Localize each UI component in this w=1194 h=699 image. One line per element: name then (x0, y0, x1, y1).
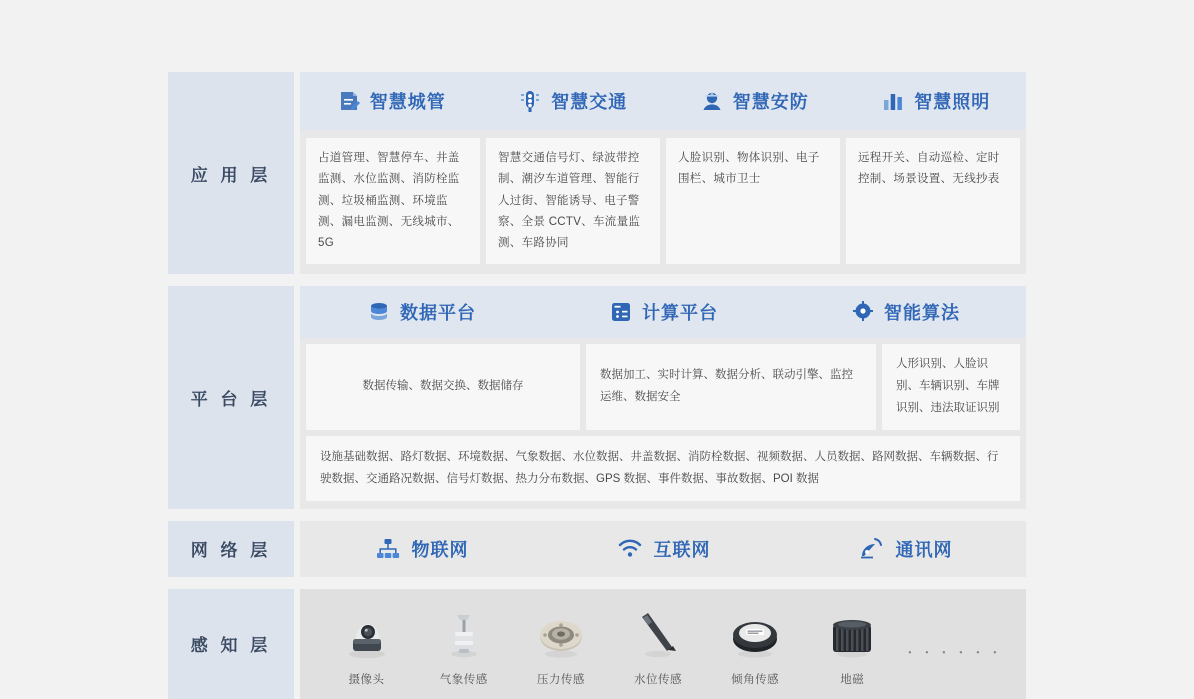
sensor-label: 压力传感 (536, 673, 585, 686)
layer-application (168, 72, 1026, 274)
app-head-traffic[interactable] (482, 88, 664, 114)
sensor-water-level[interactable] (612, 603, 704, 687)
app-head-label: 智慧安防 (732, 92, 809, 112)
layer-title-sensing: 感 知 层 (168, 589, 294, 699)
traffic-light-icon (517, 88, 543, 114)
platform-cards-row (300, 338, 1026, 430)
sensor-label: 气象传感 (439, 673, 488, 686)
plat-head-label: 计算平台 (642, 303, 718, 324)
sensor-pressure[interactable] (515, 603, 607, 687)
net-cell-label: 通讯网 (895, 539, 953, 560)
sensor-label: 摄像头 (348, 673, 385, 686)
geomagnetic-sensor-icon (819, 603, 885, 661)
plat-head-ai-algorithm[interactable] (784, 299, 1026, 325)
sensor-label: 地磁 (840, 673, 865, 686)
clipboard-icon (336, 88, 362, 114)
layer-title-platform: 平 台 层 (168, 286, 294, 508)
net-cell-iot[interactable] (300, 535, 542, 563)
wifi-icon (616, 535, 644, 563)
layer-body-application (300, 72, 1026, 274)
satellite-dish-icon (858, 535, 886, 563)
plat-card-compute: 数据加工、实时计算、数据分析、联动引擎、监控运维、数据安全 (586, 344, 876, 430)
iot-network-icon (374, 535, 402, 563)
app-card-city-management: 占道管理、智慧停车、井盖监测、水位监测、消防栓监测、垃圾桶监测、环境监测、漏电监测、无线城市、5G (306, 138, 480, 264)
net-cell-internet[interactable] (542, 535, 784, 563)
layer-network (168, 521, 1026, 577)
application-cards-row (300, 130, 1026, 274)
layer-body-sensing (300, 589, 1026, 699)
plat-head-label: 数据平台 (400, 303, 476, 324)
weather-sensor-icon (431, 603, 497, 661)
app-head-lighting[interactable] (845, 88, 1027, 114)
app-card-lighting: 远程开关、自动巡检、定时控制、场景设置、无线抄表 (846, 138, 1020, 264)
sensor-label: 倾角传感 (731, 673, 780, 686)
sensor-tilt[interactable] (709, 603, 801, 687)
pressure-sensor-icon (528, 603, 594, 661)
net-cell-communication[interactable] (784, 535, 1026, 563)
ptz-camera-icon (334, 603, 400, 661)
layer-title-network: 网 络 层 (168, 521, 294, 577)
sensor-geomagnetic[interactable] (806, 603, 898, 687)
app-head-security[interactable] (663, 88, 845, 114)
application-head-row (300, 72, 1026, 130)
sensor-camera[interactable] (321, 603, 413, 687)
plat-head-label: 智能算法 (884, 303, 960, 324)
sensor-more-dots: ・・・・・・ (903, 644, 1006, 660)
network-head-row (300, 521, 1026, 577)
app-head-label: 智慧交通 (551, 92, 628, 112)
layer-platform (168, 286, 1026, 508)
lighting-chart-icon (880, 88, 906, 114)
app-head-city-management[interactable] (300, 88, 482, 114)
plat-card-data: 数据传输、数据交换、数据储存 (306, 344, 580, 430)
sensor-weather[interactable] (418, 603, 510, 687)
layer-sensing (168, 589, 1026, 699)
layer-title-application: 应 用 层 (168, 72, 294, 274)
database-icon (366, 299, 392, 325)
tilt-sensor-icon (722, 603, 788, 661)
calculator-icon (608, 299, 634, 325)
plat-head-compute-platform[interactable] (542, 299, 784, 325)
water-level-probe-icon (625, 603, 691, 661)
net-cell-label: 物联网 (411, 539, 469, 560)
police-badge-icon (699, 88, 725, 114)
plat-head-data-platform[interactable] (300, 299, 542, 325)
app-card-security: 人脸识别、物体识别、电子围栏、城市卫士 (666, 138, 840, 264)
app-head-label: 智慧照明 (914, 92, 991, 112)
platform-head-row (300, 286, 1026, 338)
app-card-traffic: 智慧交通信号灯、绿波带控制、潮汐车道管理、智能行人过街、智能诱导、电子警察、全景 CCTV、车流量监测、车路协同 (486, 138, 660, 264)
sensor-row (300, 589, 1026, 699)
layer-body-network (300, 521, 1026, 577)
net-cell-label: 互联网 (653, 539, 711, 560)
app-head-label: 智慧城管 (369, 92, 446, 112)
smart-city-architecture (168, 72, 1026, 699)
layer-body-platform (300, 286, 1026, 508)
brain-gear-icon (850, 299, 876, 325)
plat-card-data-assets: 设施基础数据、路灯数据、环境数据、气象数据、水位数据、井盖数据、消防栓数据、视频数据、人员数据、路网数据、车辆数据、行驶数据、交通路况数据、信号灯数据、热力分布数据、GPS 数据、事件数据、事故数据、POI 数据 (306, 436, 1020, 501)
plat-card-algorithm: 人形识别、人脸识别、车辆识别、车牌识别、违法取证识别 (882, 344, 1020, 430)
sensor-label: 水位传感 (633, 673, 682, 686)
